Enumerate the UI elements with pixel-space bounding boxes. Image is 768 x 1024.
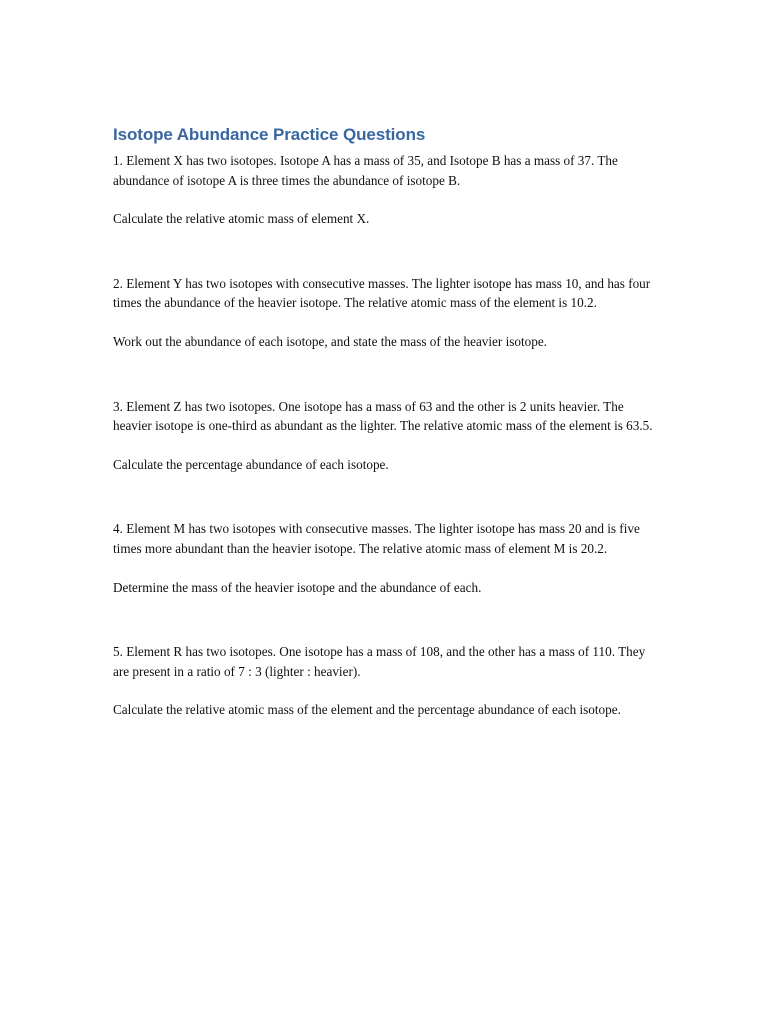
question-5 xyxy=(113,642,658,720)
question-task: Calculate the relative atomic mass of element X. xyxy=(113,211,370,227)
question-1 xyxy=(113,151,658,229)
question-3 xyxy=(113,397,658,475)
question-statement: 4. Element M has two isotopes with consecutive masses. The lighter isotope has mass 20 and is five times more abundant than the heavier isotope. The relative atomic mass of element M is 20.2. xyxy=(113,521,640,556)
question-4 xyxy=(113,519,658,597)
question-task: Determine the mass of the heavier isotope and the abundance of each. xyxy=(113,579,482,595)
question-statement: 2. Element Y has two isotopes with consecutive masses. The lighter isotope has mass 10, and has four times the abundance of the heavier isotope. The relative atomic mass of the element is 10.2. xyxy=(113,275,651,311)
document-body xyxy=(113,124,658,720)
question-statement: 3. Element Z has two isotopes. One isotope has a mass of 63 and the other is 2 units heavier. The heavier isotope is one-third as abundant as the lighter. The relative atomic mass of the element is 63.5. xyxy=(113,398,653,434)
question-task: Calculate the percentage abundance of each isotope. xyxy=(113,456,389,472)
question-statement: 1. Element X has two isotopes. Isotope A has a mass of 35, and Isotope B has a mass of 37. The abundance of isotope A is three times the abundance of isotope B. xyxy=(113,153,618,188)
question-task: Calculate the relative atomic mass of the element and the percentage abundance of each isotope. xyxy=(113,702,621,718)
question-statement: 5. Element R has two isotopes. One isotope has a mass of 108, and the other has a mass of 110. They are present in a ratio of 7 : 3 (lighter : heavier). xyxy=(113,644,646,679)
question-task: Work out the abundance of each isotope, and state the mass of the heavier isotope. xyxy=(113,333,547,349)
document-title: Isotope Abundance Practice Questions xyxy=(113,125,426,144)
question-2 xyxy=(113,274,658,352)
